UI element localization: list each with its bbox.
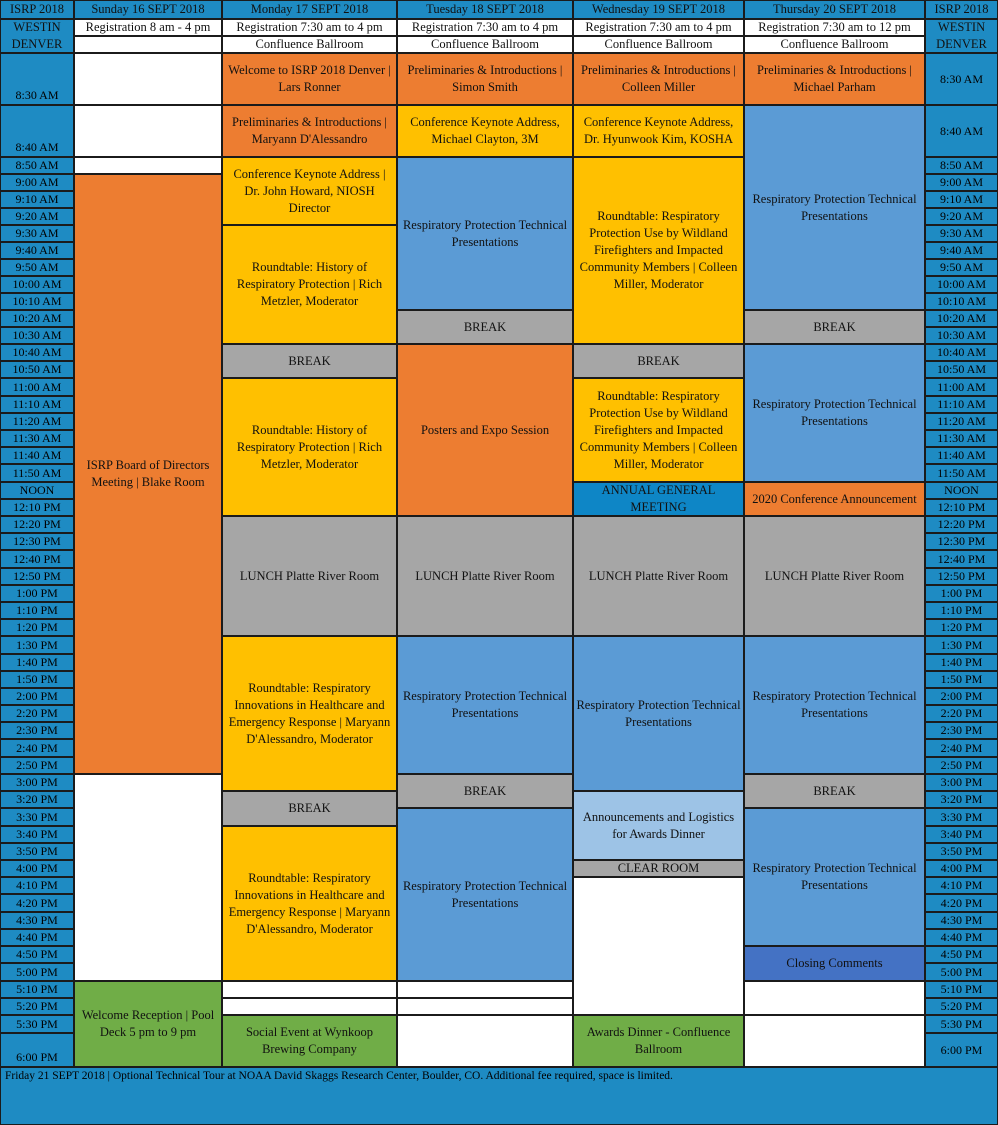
time-label-right: 2:50 PM xyxy=(925,757,998,774)
registration-cell: Registration 7:30 am to 4 pm xyxy=(573,19,744,36)
time-label-right: 11:10 AM xyxy=(925,396,998,413)
time-label-right: 2:20 PM xyxy=(925,705,998,722)
time-label-right: 10:00 AM xyxy=(925,276,998,293)
time-label: 9:50 AM xyxy=(0,259,74,276)
time-label-right: 1:40 PM xyxy=(925,654,998,671)
time-label: 2:50 PM xyxy=(0,757,74,774)
time-label-right: 12:40 PM xyxy=(925,550,998,568)
day-header: Monday 17 SEPT 2018 xyxy=(222,0,397,19)
time-label-right: 8:40 AM xyxy=(925,105,998,157)
venue-label-right: WESTIN DENVER xyxy=(925,19,998,53)
time-label-right: 4:10 PM xyxy=(925,877,998,894)
session-block: Social Event at Wynkoop Brewing Company xyxy=(222,1015,397,1067)
session-block: LUNCH Platte River Room xyxy=(573,516,744,636)
session-block: Conference Keynote Address, Michael Clayton, 3M xyxy=(397,105,573,157)
session-block: Respiratory Protection Technical Presentations xyxy=(744,344,925,482)
empty-slot xyxy=(397,998,573,1015)
corner-label-left: ISRP 2018 xyxy=(0,0,74,19)
time-label: 11:50 AM xyxy=(0,464,74,482)
session-block: Respiratory Protection Technical Presentations xyxy=(573,636,744,791)
time-label: 10:00 AM xyxy=(0,276,74,293)
corner-label-right: ISRP 2018 xyxy=(925,0,998,19)
day-header: Thursday 20 SEPT 2018 xyxy=(744,0,925,19)
time-label-right: 9:40 AM xyxy=(925,242,998,259)
time-label-right: 9:30 AM xyxy=(925,225,998,242)
time-label-right: 1:00 PM xyxy=(925,585,998,602)
time-label-right: 8:50 AM xyxy=(925,157,998,174)
footer-note: Friday 21 SEPT 2018 | Optional Technical Tour at NOAA David Skaggs Research Center, Boulder, CO. Additional fee required, space is limited. xyxy=(0,1067,998,1125)
time-label: 10:30 AM xyxy=(0,327,74,344)
time-label-right: 1:30 PM xyxy=(925,636,998,654)
session-block: Roundtable: Respiratory Innovations in Healthcare and Emergency Response | Maryann D'Alessandro, Moderator xyxy=(222,826,397,981)
empty-slot xyxy=(397,1015,573,1067)
time-label-right: 2:40 PM xyxy=(925,739,998,757)
time-label-right: 12:20 PM xyxy=(925,516,998,533)
session-block: Welcome Reception | Pool Deck 5 pm to 9 pm xyxy=(74,981,222,1067)
time-label-right: 12:10 PM xyxy=(925,499,998,516)
room-cell: Confluence Ballroom xyxy=(222,36,397,53)
time-label: 11:10 AM xyxy=(0,396,74,413)
session-block: BREAK xyxy=(222,344,397,378)
time-label-right: 3:50 PM xyxy=(925,843,998,860)
time-label-right: 1:20 PM xyxy=(925,619,998,636)
time-label: 11:40 AM xyxy=(0,447,74,464)
room-cell: Confluence Ballroom xyxy=(573,36,744,53)
time-label: 3:50 PM xyxy=(0,843,74,860)
venue-label-left: WESTIN DENVER xyxy=(0,19,74,53)
time-label: 10:20 AM xyxy=(0,310,74,327)
time-label: 6:00 PM xyxy=(0,1033,74,1067)
time-label: 5:20 PM xyxy=(0,998,74,1015)
time-label: 2:30 PM xyxy=(0,722,74,739)
session-block: BREAK xyxy=(222,791,397,826)
time-label-right: 9:10 AM xyxy=(925,191,998,208)
session-block: Preliminaries & Introductions | Maryann D'Alessandro xyxy=(222,105,397,157)
session-block: Respiratory Protection Technical Presentations xyxy=(744,808,925,946)
time-label: 5:10 PM xyxy=(0,981,74,998)
session-block: Posters and Expo Session xyxy=(397,344,573,516)
empty-slot xyxy=(744,981,925,1015)
session-block: Roundtable: Respiratory Innovations in Healthcare and Emergency Response | Maryann D'Alessandro, Moderator xyxy=(222,636,397,791)
empty-slot xyxy=(74,105,222,157)
time-label-right: 4:20 PM xyxy=(925,894,998,912)
time-label-right: 4:50 PM xyxy=(925,946,998,963)
time-label: 3:00 PM xyxy=(0,774,74,791)
session-block: Conference Keynote Address | Dr. John Howard, NIOSH Director xyxy=(222,157,397,225)
time-label-right: 10:20 AM xyxy=(925,310,998,327)
session-block: BREAK xyxy=(744,774,925,808)
time-label-right: 3:20 PM xyxy=(925,791,998,808)
time-label: 12:30 PM xyxy=(0,533,74,550)
session-block: BREAK xyxy=(573,344,744,378)
time-label-right: 11:30 AM xyxy=(925,430,998,447)
time-label: 9:00 AM xyxy=(0,174,74,191)
time-label-right: 10:40 AM xyxy=(925,344,998,361)
time-label-right: 9:00 AM xyxy=(925,174,998,191)
empty-slot xyxy=(74,53,222,105)
session-block: Preliminaries & Introductions | Colleen Miller xyxy=(573,53,744,105)
session-block: Conference Keynote Address, Dr. Hyunwook Kim, KOSHA xyxy=(573,105,744,157)
time-label-right: 3:40 PM xyxy=(925,826,998,843)
time-label-right: 4:40 PM xyxy=(925,929,998,946)
session-block: BREAK xyxy=(744,310,925,344)
time-label-right: 4:30 PM xyxy=(925,912,998,929)
session-block: Roundtable: Respiratory Protection Use by Wildland Firefighters and Impacted Community Members | Colleen Miller, Moderator xyxy=(573,378,744,482)
time-label-right: 11:50 AM xyxy=(925,464,998,482)
time-label: 9:30 AM xyxy=(0,225,74,242)
time-label-right: 6:00 PM xyxy=(925,1033,998,1067)
time-label-right: 1:10 PM xyxy=(925,602,998,619)
time-label-right: 11:00 AM xyxy=(925,378,998,396)
registration-cell: Registration 8 am - 4 pm xyxy=(74,19,222,36)
time-label: 2:40 PM xyxy=(0,739,74,757)
empty-slot xyxy=(74,774,222,981)
time-label: 5:30 PM xyxy=(0,1015,74,1033)
time-label: 12:10 PM xyxy=(0,499,74,516)
session-block: BREAK xyxy=(397,310,573,344)
time-label-right: 3:30 PM xyxy=(925,808,998,826)
session-block: Awards Dinner - Confluence Ballroom xyxy=(573,1015,744,1067)
empty-slot xyxy=(222,981,397,998)
empty-slot xyxy=(397,981,573,998)
registration-cell: Registration 7:30 am to 4 pm xyxy=(397,19,573,36)
registration-cell: Registration 7:30 am to 4 pm xyxy=(222,19,397,36)
time-label-right: 12:50 PM xyxy=(925,568,998,585)
time-label: 1:00 PM xyxy=(0,585,74,602)
empty-slot xyxy=(74,157,222,174)
day-header: Wednesday 19 SEPT 2018 xyxy=(573,0,744,19)
time-label-right: 3:00 PM xyxy=(925,774,998,791)
time-label: 4:10 PM xyxy=(0,877,74,894)
session-block: Roundtable: History of Respiratory Protection | Rich Metzler, Moderator xyxy=(222,225,397,344)
time-label: 4:00 PM xyxy=(0,860,74,877)
session-block: CLEAR ROOM xyxy=(573,860,744,877)
time-label: 1:10 PM xyxy=(0,602,74,619)
session-block: LUNCH Platte River Room xyxy=(222,516,397,636)
session-block: Roundtable: History of Respiratory Protection | Rich Metzler, Moderator xyxy=(222,378,397,516)
time-label: 1:50 PM xyxy=(0,671,74,688)
session-block: BREAK xyxy=(397,774,573,808)
time-label: 3:20 PM xyxy=(0,791,74,808)
time-label: 1:30 PM xyxy=(0,636,74,654)
time-label-right: 5:10 PM xyxy=(925,981,998,998)
time-label: 1:40 PM xyxy=(0,654,74,671)
time-label-right: 1:50 PM xyxy=(925,671,998,688)
time-label: 11:20 AM xyxy=(0,413,74,430)
session-block: ANNUAL GENERAL MEETING xyxy=(573,482,744,516)
time-label-right: 10:10 AM xyxy=(925,293,998,310)
session-block: Preliminaries & Introductions | Michael Parham xyxy=(744,53,925,105)
session-block: Closing Comments xyxy=(744,946,925,981)
time-label: 3:30 PM xyxy=(0,808,74,826)
registration-cell: Registration 7:30 am to 12 pm xyxy=(744,19,925,36)
time-label: 12:50 PM xyxy=(0,568,74,585)
session-block: Preliminaries & Introductions | Simon Smith xyxy=(397,53,573,105)
time-label: 1:20 PM xyxy=(0,619,74,636)
session-block: LUNCH Platte River Room xyxy=(744,516,925,636)
time-label-right: 5:20 PM xyxy=(925,998,998,1015)
time-label: 12:40 PM xyxy=(0,550,74,568)
time-label-right: 5:00 PM xyxy=(925,963,998,981)
session-block: Respiratory Protection Technical Presentations xyxy=(397,808,573,981)
session-block: Roundtable: Respiratory Protection Use by Wildland Firefighters and Impacted Community Members | Colleen Miller, Moderator xyxy=(573,157,744,344)
room-cell: Confluence Ballroom xyxy=(744,36,925,53)
empty-slot xyxy=(573,877,744,1015)
time-label: 10:50 AM xyxy=(0,361,74,378)
time-label-right: 2:00 PM xyxy=(925,688,998,705)
time-label-right: 8:30 AM xyxy=(925,53,998,105)
room-cell: Confluence Ballroom xyxy=(397,36,573,53)
session-block: Respiratory Protection Technical Presentations xyxy=(744,636,925,774)
time-label-right: NOON xyxy=(925,482,998,499)
time-label-right: 10:30 AM xyxy=(925,327,998,344)
session-block: Announcements and Logistics for Awards Dinner xyxy=(573,791,744,860)
empty-slot xyxy=(744,1015,925,1067)
time-label: 11:30 AM xyxy=(0,430,74,447)
time-label: 8:30 AM xyxy=(0,53,74,105)
time-label-right: 11:20 AM xyxy=(925,413,998,430)
room-cell xyxy=(74,36,222,53)
time-label-right: 11:40 AM xyxy=(925,447,998,464)
session-block: Respiratory Protection Technical Presentations xyxy=(397,636,573,774)
time-label: 8:40 AM xyxy=(0,105,74,157)
time-label: 10:40 AM xyxy=(0,344,74,361)
session-block: Respiratory Protection Technical Presentations xyxy=(744,105,925,310)
session-block: 2020 Conference Announcement xyxy=(744,482,925,516)
time-label: 8:50 AM xyxy=(0,157,74,174)
time-label: 9:20 AM xyxy=(0,208,74,225)
time-label-right: 12:30 PM xyxy=(925,533,998,550)
empty-slot xyxy=(222,998,397,1015)
time-label: 10:10 AM xyxy=(0,293,74,310)
time-label: 4:50 PM xyxy=(0,946,74,963)
session-block: LUNCH Platte River Room xyxy=(397,516,573,636)
time-label-right: 10:50 AM xyxy=(925,361,998,378)
session-block: Respiratory Protection Technical Presentations xyxy=(397,157,573,310)
time-label: 4:30 PM xyxy=(0,912,74,929)
time-label: 4:40 PM xyxy=(0,929,74,946)
time-label-right: 4:00 PM xyxy=(925,860,998,877)
day-header: Tuesday 18 SEPT 2018 xyxy=(397,0,573,19)
time-label-right: 9:20 AM xyxy=(925,208,998,225)
time-label: NOON xyxy=(0,482,74,499)
time-label: 11:00 AM xyxy=(0,378,74,396)
time-label: 5:00 PM xyxy=(0,963,74,981)
time-label: 3:40 PM xyxy=(0,826,74,843)
time-label: 9:10 AM xyxy=(0,191,74,208)
time-label-right: 5:30 PM xyxy=(925,1015,998,1033)
time-label-right: 9:50 AM xyxy=(925,259,998,276)
time-label: 2:00 PM xyxy=(0,688,74,705)
session-block: ISRP Board of Directors Meeting | Blake Room xyxy=(74,174,222,774)
time-label-right: 2:30 PM xyxy=(925,722,998,739)
time-label: 4:20 PM xyxy=(0,894,74,912)
session-block: Welcome to ISRP 2018 Denver | Lars Ronner xyxy=(222,53,397,105)
time-label: 9:40 AM xyxy=(0,242,74,259)
day-header: Sunday 16 SEPT 2018 xyxy=(74,0,222,19)
time-label: 12:20 PM xyxy=(0,516,74,533)
time-label: 2:20 PM xyxy=(0,705,74,722)
